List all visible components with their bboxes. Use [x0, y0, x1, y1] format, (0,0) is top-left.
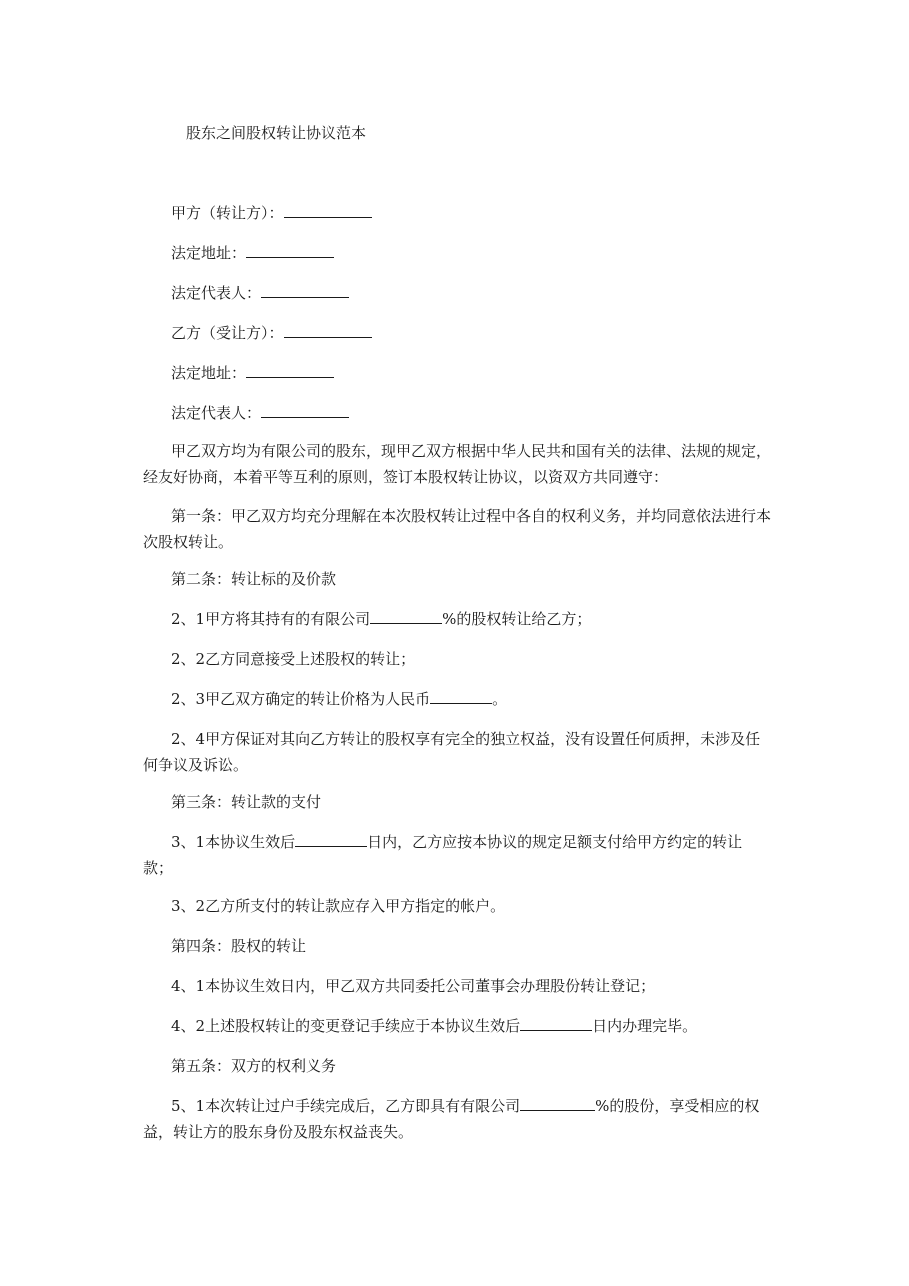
- party-a-address-line: [171, 243, 334, 263]
- party-b-rep-label: 法定代表人：: [171, 404, 262, 422]
- article-3-clause-1-text-a: 3、1本协议生效后: [171, 833, 296, 851]
- article-4-clause-2-text-a: 4、2上述股权转让的变更登记手续应于本协议生效后: [171, 1017, 521, 1035]
- article-4-heading: 第四条：股权的转让: [171, 937, 307, 955]
- party-b-address-blank: [246, 363, 334, 378]
- party-a-label: 甲方（转让方）：: [171, 204, 284, 222]
- party-b-label: 乙方（受让方）：: [171, 324, 284, 342]
- article-2-clause-3: [143, 686, 771, 712]
- article-2-clause-2: 2、2乙方同意接受上述股权的转让；: [171, 650, 416, 668]
- final-share-percent-blank: [520, 1096, 595, 1111]
- article-2-clause-3-text-a: 2、3甲乙双方确定的转让价格为人民币: [171, 690, 431, 708]
- party-a-address-blank: [246, 243, 334, 258]
- article-2-clause-4: 2、4甲方保证对其向乙方转让的股权享有完全的独立权益，没有设置任何质押，未涉及任何争议及诉讼。: [143, 730, 761, 774]
- article-2-clause-1-text-b: %的股权转让给乙方；: [442, 610, 592, 628]
- article-4-clause-2: [143, 1013, 771, 1039]
- preamble-paragraph: 甲乙双方均为有限公司的股东，现甲乙双方根据中华人民共和国有关的法律、法规的规定，经友好协商，本着平等互利的原则，签订本股权转让协议，以资双方共同遵守：: [143, 442, 772, 486]
- article-3-heading: 第三条：转让款的支付: [171, 793, 322, 811]
- document-title: 股东之间股权转让协议范本: [186, 124, 367, 142]
- share-percent-blank: [370, 609, 442, 624]
- party-b-rep-line: [171, 403, 349, 423]
- party-a-address-label: 法定地址：: [171, 244, 247, 262]
- party-b-address-line: [171, 363, 334, 383]
- party-a-rep-blank: [261, 283, 349, 298]
- article-5-clause-1-text-a: 5、1本次转让过户手续完成后，乙方即具有有限公司: [171, 1097, 521, 1115]
- party-b-rep-blank: [261, 403, 349, 418]
- party-a-blank: [284, 203, 372, 218]
- price-blank: [430, 689, 492, 704]
- payment-days-blank: [295, 832, 367, 847]
- party-a-line: [171, 203, 372, 223]
- article-2-heading: 第二条：转让标的及价款: [171, 570, 337, 588]
- article-3-clause-1-text-b: 日内，乙方应按本协议的规定足额支付给甲方约定的转让款；: [143, 833, 743, 877]
- article-1-paragraph: 第一条：甲乙双方均充分理解在本次股权转让过程中各自的权利义务，并均同意依法进行本次股权转让。: [143, 507, 772, 551]
- article-3-clause-1: [143, 829, 771, 881]
- article-5-clause-1: [143, 1093, 771, 1145]
- article-4-clause-1: 4、1本协议生效日内，甲乙双方共同委托公司董事会办理股份转让登记；: [171, 977, 656, 995]
- party-b-blank: [284, 323, 372, 338]
- article-4-clause-2-text-b: 日内办理完毕。: [592, 1017, 698, 1035]
- article-5-heading: 第五条：双方的权利义务: [171, 1057, 337, 1075]
- party-a-rep-line: [171, 283, 349, 303]
- party-a-rep-label: 法定代表人：: [171, 284, 262, 302]
- article-5-clause-1-text-b: %的股份，享受相应的权益，转让方的股东身份及股东权益丧失。: [143, 1097, 760, 1141]
- article-3-clause-2: 3、2乙方所支付的转让款应存入甲方指定的帐户。: [171, 897, 506, 915]
- article-2-clause-1-text-a: 2、1甲方将其持有的有限公司: [171, 610, 371, 628]
- party-b-address-label: 法定地址：: [171, 364, 247, 382]
- article-2-clause-1: [143, 606, 771, 632]
- registration-days-blank: [520, 1016, 592, 1031]
- article-2-clause-3-text-b: 。: [492, 690, 508, 708]
- party-b-line: [171, 323, 372, 343]
